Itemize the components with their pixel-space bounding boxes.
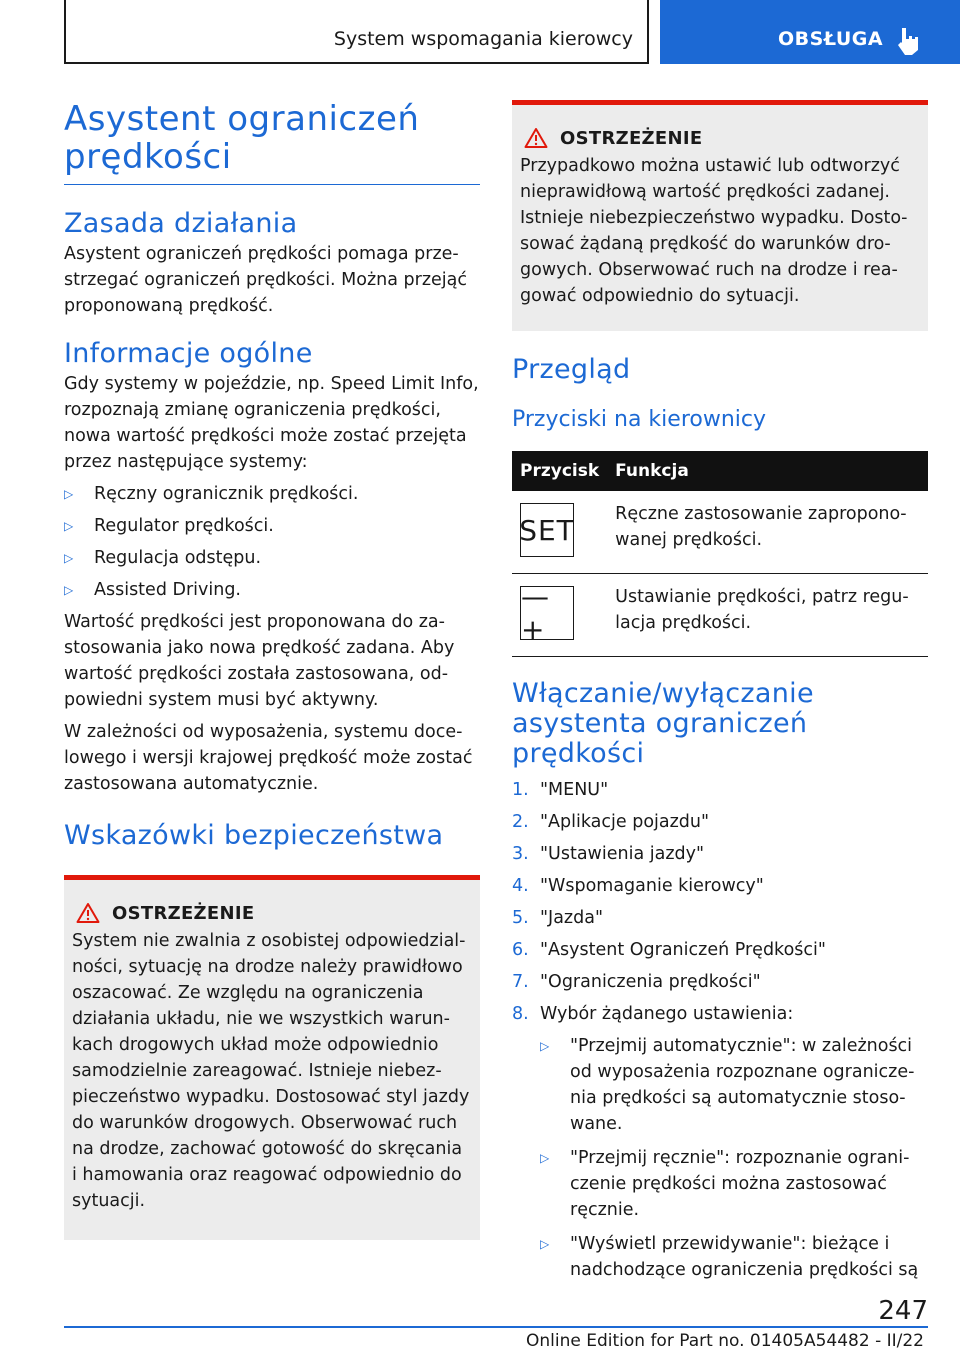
- column-header-button: Przycisk: [512, 451, 607, 491]
- button-cell: [512, 574, 607, 657]
- list-item: [540, 1033, 928, 1137]
- step-number: 2.: [512, 812, 529, 832]
- general-intro: Gdy systemy w pojeździe, np. Speed Limit Info, rozpoznają zmianę ograniczenia prędkości, nowa wartość prędkości może zostać przejęta przez następujące systemy:: [64, 374, 479, 472]
- edition-note: Online Edition for Part no. 01405A54482 - II/22: [525, 1331, 924, 1351]
- left-column: [64, 100, 480, 1240]
- buttons-subheading: Przyciski na kierownicy: [512, 407, 766, 432]
- function-text: Ręczne zastosowanie zaproponowanej prędkości.: [615, 504, 907, 550]
- triangle-bullet-icon: ▷: [540, 1237, 550, 1251]
- column-header-function: Funkcja: [607, 451, 928, 491]
- list-item: [64, 481, 480, 507]
- list-item: [512, 969, 928, 995]
- step-number: 3.: [512, 844, 529, 864]
- warning-text: Przypadkowo można ustawić lub odtworzyć nieprawidłową wartość prędkości zadanej. Istnieje niebezpieczeństwo wypadku. Dostosować żądaną prędkość do warunków drogowych. Obserwować ruch na drodze i reagować odpowiednio do sytuacji.: [520, 156, 908, 306]
- list-item: [540, 1231, 928, 1283]
- list-item-text: Assisted Driving.: [94, 580, 241, 600]
- page-title: Asystent ograniczeń prędkości: [64, 100, 480, 185]
- table-row: [512, 491, 928, 574]
- toggle-heading: Włączanie/wyłączanie asystenta ograniczeń prędkości: [512, 678, 814, 769]
- triangle-bullet-icon: ▷: [64, 583, 74, 597]
- list-item: [512, 873, 928, 899]
- list-item: [512, 905, 928, 931]
- triangle-bullet-icon: ▷: [64, 487, 74, 501]
- option-text: "Przejmij ręcznie": rozpoznanie ograniczenie prędkości można zastosować ręcznie.: [570, 1148, 910, 1220]
- button-cell: [512, 491, 607, 574]
- warning-triangle-icon: [524, 127, 548, 149]
- option-text: "Przejmij automatycznie": w zależności od wyposażenia rozpoznane ograniczenia prędkości są automatycznie stosowane.: [570, 1036, 915, 1134]
- general-para2: Wartość prędkości jest proponowana do zastosowania jako nowa prędkość zadana. Aby wartość prędkości została zastosowana, odpowiedni system musi być aktywny.: [64, 612, 455, 710]
- function-cell: [607, 574, 928, 657]
- warning-text: System nie zwalnia z osobistej odpowiedzialności, sytuację na drodze należy prawidłowo oszacować. Ze względu na ograniczenia działania układu, nie we wszystkich warunkach drogowych układ może odpowiednio samodzielnie zareagować. Istnieje niebezpieczeństwo wypadku. Dostosować styl jazdy do warunków drogowych. Obserwować ruch na drodze, zachować gotowość do skręcania i hamowania oraz reagować odpowiednio do sytuacji.: [72, 931, 470, 1211]
- step-number: 8.: [512, 1004, 529, 1024]
- principle-text: Asystent ograniczeń prędkości pomaga przestrzegać ograniczeń prędkości. Można przejąć proponowaną prędkość.: [64, 244, 468, 316]
- general-heading: Informacje ogólne: [64, 338, 313, 369]
- warning-box: [64, 875, 480, 1240]
- step-text: "Aplikacje pojazdu": [540, 812, 710, 832]
- list-item: [512, 809, 928, 835]
- footer-divider: [64, 1326, 928, 1328]
- list-item: [512, 841, 928, 867]
- triangle-bullet-icon: ▷: [540, 1151, 550, 1165]
- triangle-bullet-icon: ▷: [64, 519, 74, 533]
- step-number: 1.: [512, 780, 529, 800]
- steps-list: [512, 777, 928, 1283]
- list-item: [64, 545, 480, 571]
- list-item: [64, 513, 480, 539]
- list-item-text: Ręczny ogranicznik prędkości.: [94, 484, 359, 504]
- right-column: [512, 100, 928, 1283]
- step-text: "Jazda": [540, 908, 604, 928]
- table-header-row: [512, 451, 928, 491]
- warning-box: [512, 100, 928, 331]
- overview-heading: Przegląd: [512, 354, 631, 385]
- triangle-bullet-icon: ▷: [64, 551, 74, 565]
- chapter-header: [64, 0, 649, 64]
- step-number: 5.: [512, 908, 529, 928]
- minus-plus-button-icon: [520, 580, 574, 646]
- warning-title: OSTRZEŻENIE: [560, 127, 703, 149]
- table-row: [512, 574, 928, 657]
- step-text: "Ograniczenia prędkości": [540, 972, 761, 992]
- safety-heading: Wskazówki bezpieczeństwa: [64, 820, 444, 851]
- step-text: "Asystent Ograniczeń Prędkości": [540, 940, 826, 960]
- step-text: "MENU": [540, 780, 609, 800]
- step-text: "Wspomaganie kierowcy": [540, 876, 764, 896]
- section-tab: [660, 0, 960, 64]
- list-item: [512, 1001, 928, 1027]
- buttons-table: [512, 451, 928, 657]
- options-list: [512, 1033, 928, 1283]
- hand-pointer-icon: [896, 26, 922, 56]
- list-item: [512, 937, 928, 963]
- triangle-bullet-icon: ▷: [540, 1039, 550, 1053]
- principle-heading: Zasada działania: [64, 208, 298, 239]
- list-item-text: Regulacja odstępu.: [94, 548, 262, 568]
- warning-header: [520, 127, 920, 149]
- function-cell: [607, 491, 928, 574]
- minus-plus-label: —+: [521, 580, 550, 646]
- list-item: [512, 777, 928, 803]
- option-text: "Wyświetl przewidywanie": bieżące i nadchodzące ograniczenia prędkości są: [570, 1234, 919, 1280]
- step-number: 6.: [512, 940, 529, 960]
- list-item: [540, 1145, 928, 1223]
- step-text: "Ustawienia jazdy": [540, 844, 705, 864]
- set-button-icon: [520, 503, 574, 557]
- warning-title: OSTRZEŻENIE: [112, 902, 255, 924]
- systems-list: [64, 481, 480, 603]
- step-number: 7.: [512, 972, 529, 992]
- page-number: 247: [878, 1296, 928, 1326]
- set-button-label: SET: [519, 513, 575, 547]
- warning-triangle-icon: [76, 902, 100, 924]
- step-number: 4.: [512, 876, 529, 896]
- function-text: Ustawianie prędkości, patrz regulacja prędkości.: [615, 587, 909, 633]
- chapter-title: System wspomagania kierowcy: [333, 28, 633, 50]
- list-item-text: Regulator prędkości.: [94, 516, 274, 536]
- section-label: OBSŁUGA: [778, 28, 884, 50]
- step-text: Wybór żądanego ustawienia:: [540, 1004, 794, 1024]
- list-item: [64, 577, 480, 603]
- warning-header: [72, 902, 472, 924]
- general-para3: W zależności od wyposażenia, systemu docelowego i wersji krajowej prędkość może zostać zastosowana automatycznie.: [64, 722, 473, 794]
